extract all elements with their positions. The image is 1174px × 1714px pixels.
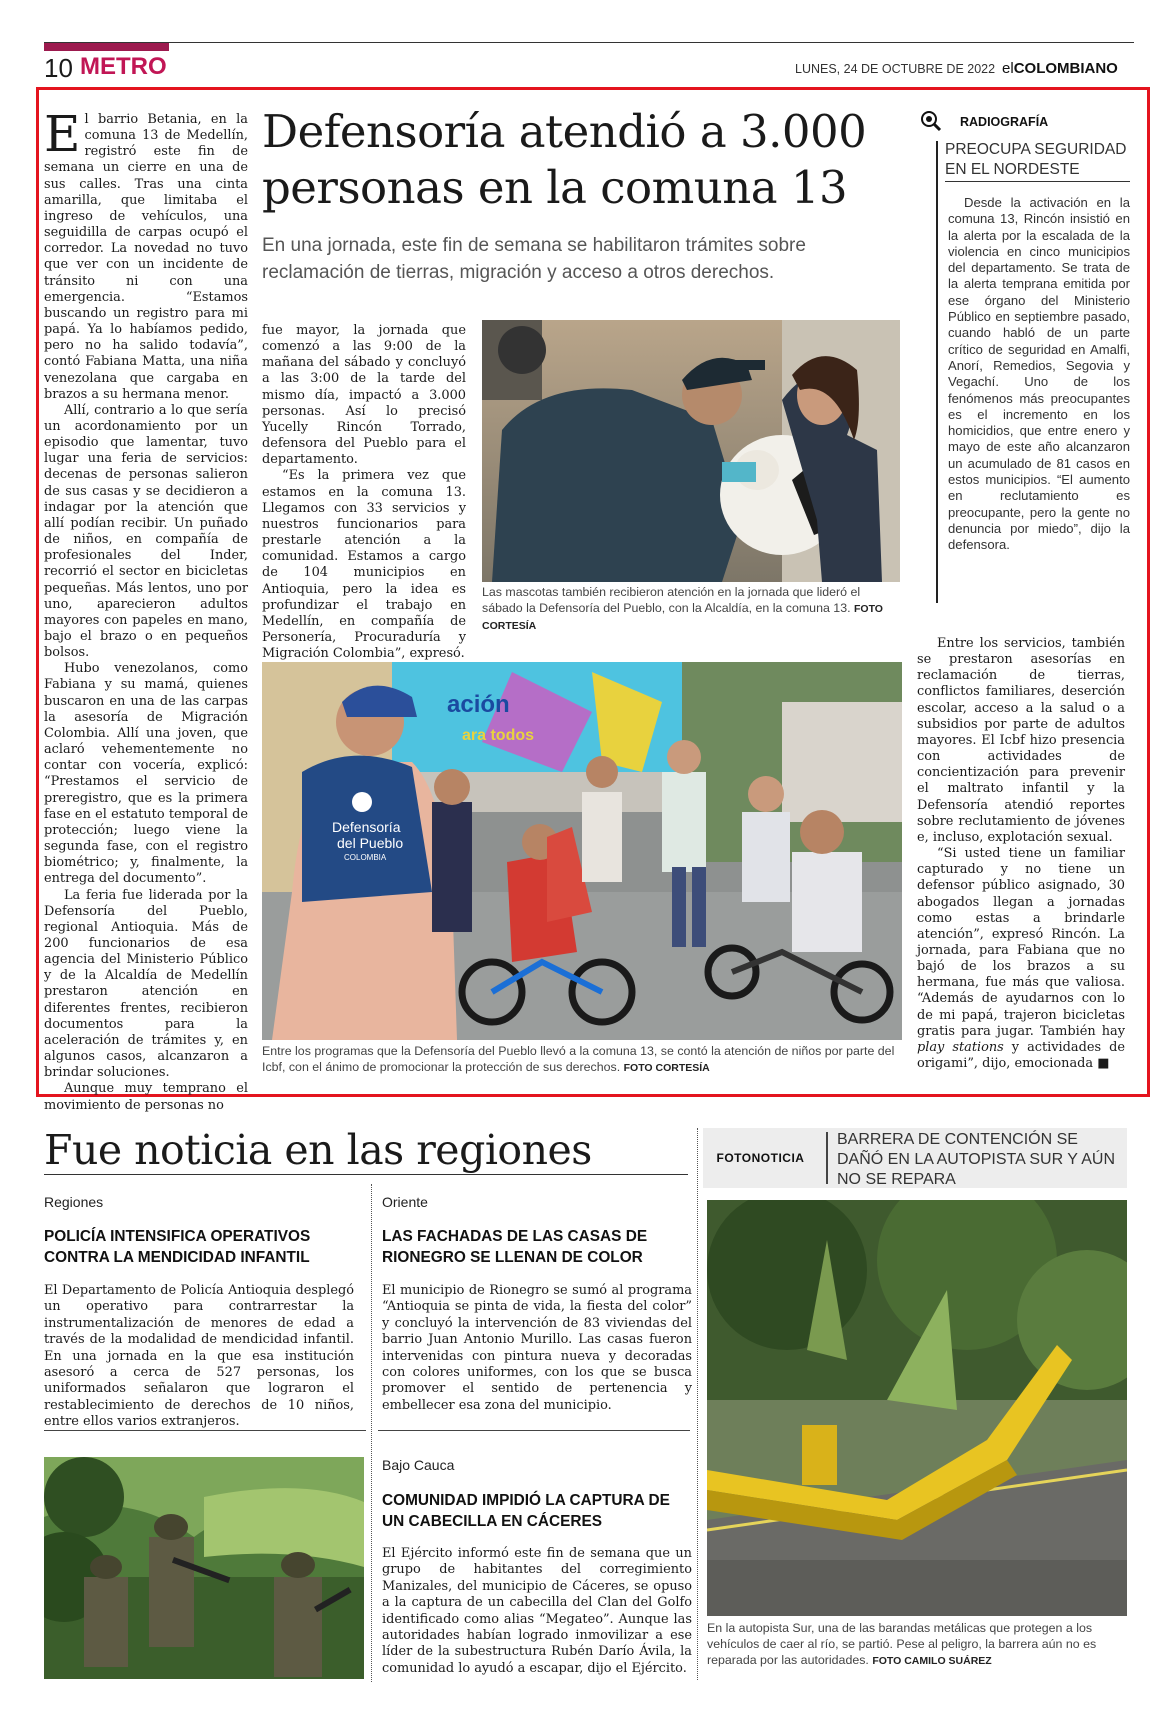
story-paragraph: fue mayor, la jornada que comenzó a las 9:00 de la mañana del sábado y concluyó a las 3:00 de la tarde del mismo día, impactó a 3.000 personas. Así lo precisó Yucelly Rincón Torrado, defensora del Pueblo para el departamento.	[262, 323, 466, 468]
story-paragraph: l barrio Betania, en la comuna 13 de Medellín, registró este fin de semana un cierre en una de sus calles. Tras una cinta amarilla, que limitaba el ingreso de vehículos, una seguidilla de carpas ocupó el corredor. La novedad no tuvo que ver con un incidente de tránsito ni con una emergencia. “Estamos buscando un registro para mi papá. Ya lo habíamos pedido, pero no ha salido todavía”, contó Fabiana Matta, una niña venezolana que cargaba en brazos a su hermana menor.	[44, 112, 248, 402]
brief-2-kicker: Oriente	[382, 1194, 428, 1210]
header-rule	[44, 42, 1134, 43]
photo-credit: FOTO CORTESÍA	[623, 1062, 710, 1074]
page-number: 10	[44, 53, 73, 83]
caption-text: Entre los programas que la Defensoría del Pueblo llevó a la comuna 13, se contó la atención de niños por parte del Icbf, con el ánimo de promocionar la protección de sus derechos.	[262, 1044, 895, 1074]
story-paragraph: Entre los servicios, también se prestaron asesorías en reclamación de tierras, conflictos familiares, deserción escolar, acceso a la salud o a subsidios por parte de adultos mayores. El Icbf hizo presencia con actividades de concientización para prevenir el maltrato infantil y la Defensoría atendió reportes sobre reclutamiento de jóvenes e, incluso, explotación sexual.	[917, 636, 1125, 845]
column-divider	[697, 1128, 698, 1680]
magnifier-icon	[920, 110, 942, 132]
fotonoticia-divider	[826, 1132, 828, 1184]
photo-broken-barrier	[707, 1200, 1127, 1616]
caption-text: En la autopista Sur, una de las barandas metálicas que protegen a los vehículos de caer al río, se partió. Pese al peligro, la barrera aún no es reparada por las autoridades.	[707, 1621, 1097, 1667]
fotonoticia-title: BARRERA DE CONTENCIÓN SE DAÑÓ EN LA AUTOPISTA SUR Y AÚN NO SE REPARA	[837, 1131, 1116, 1188]
banner-text: ación	[447, 691, 510, 718]
newspaper-brand	[1002, 60, 1118, 77]
sidebar-text	[948, 195, 1130, 554]
soldiers-photo-illustration	[44, 1457, 364, 1679]
story-column-4	[917, 636, 1125, 1072]
photo-credit: FOTO CORTESÍA	[482, 603, 883, 632]
brief-2-text: El municipio de Rionegro se sumó al programa “Antioquia se pinta de vida, la fiesta del color” y concluyó la intervención de 83 viviendas del barrio Juan Antonio Murillo. Las casas fueron intervenidas con pintura nueva y decoradas con colores uniformes, con los que se busca promover el sentido de pertenencia y embellecer esa zona del municipio.	[382, 1283, 692, 1413]
sidebar-title: PREOCUPA SEGURIDAD EN EL NORDESTE	[945, 141, 1127, 178]
photo-children-caption	[262, 1043, 902, 1076]
regions-title-rule	[44, 1174, 688, 1175]
brief-1-kicker: Regiones	[44, 1194, 104, 1210]
end-mark: ■	[1097, 1056, 1110, 1072]
main-headline: Defensoría atendió a 3.000 personas en la comuna 13	[262, 105, 867, 214]
story-column-1	[44, 105, 248, 1114]
sidebar-title-underline	[945, 181, 1130, 182]
brief-3-text: El Ejército informó este fin de semana que un grupo de habitantes del corregimiento Manizales, del municipio de Cáceres, se opuso a la captura de un cabecilla del Clan del Golfo identificado como alias “Megateo”. Aunque las autoridades habían logrado inmovilizar a ese líder de la subestructura Rubén Darío Ávila, la comunidad lo ayudó a escapar, dijo el Ejército.	[382, 1546, 692, 1676]
photo-soldiers	[44, 1457, 364, 1679]
story-column-2	[262, 323, 466, 662]
brief-1-rule	[44, 1430, 366, 1431]
story-paragraph: La feria fue liderada por la Defensoría del Pueblo, regional Antioquia. Más de 200 funcionarios de esa agencia del Ministerio Público y de la Alcaldía de Medellín prestaron atención en diferentes frentes, recibieron documentos para la aceleración de trámites y, en algunos casos, alcanzaron a brindar soluciones.	[44, 887, 248, 1081]
story-paragraph: “Es la primera vez que estamos en la comuna 13. Llegamos con 33 servicios y nuestros funcionarios para prestarle atención a la comunidad. Estamos a cargo de 104 municipios en Antioquia, pero la idea es profundizar el trabajo en Medellín, en compañía de Personería, Procuraduría y Migración Colombia”, expresó.	[262, 468, 466, 662]
broken-barrier-photo-illustration	[707, 1200, 1127, 1616]
brief-2-headline: LAS FACHADAS DE LAS CASAS DE RIONEGRO SE LLENAN DE COLOR	[382, 1228, 648, 1266]
fotonoticia-caption	[707, 1620, 1135, 1669]
vest-text-1: Defensoría	[332, 819, 401, 835]
pet-care-photo-illustration	[482, 320, 900, 582]
story-text: y actividades de origami”, dijo, emocionada	[917, 1039, 1125, 1072]
photo-children-bikes	[262, 662, 902, 1040]
drop-cap: E	[44, 105, 81, 163]
main-subheadline: En una jornada, este fin de semana se habilitaron trámites sobre reclamación de tierras, migración y acceso a otros derechos.	[262, 235, 806, 283]
brief-3-headline: COMUNIDAD IMPIDIÓ LA CAPTURA DE UN CABECILLA EN CÁCERES	[382, 1492, 670, 1530]
story-paragraph	[917, 846, 1125, 1072]
caption-text: Las mascotas también recibieron atención en la jornada que lideró el sábado la Defensoría del Pueblo, con la Alcaldía, en la comuna 13.	[482, 585, 861, 615]
section-name: METRO	[80, 53, 167, 80]
header-accent-bar	[44, 43, 169, 51]
story-paragraph: Allí, contrario a lo que sería un acordonamiento por un episodio que lamentar, tuvo lugar una feria de servicios: decenas de personas salieron de sus casas y se decidieron a indagar por la atención que allí podían recibir. Un puñado de niños, en compañía de profesionales del Inder, recorrió el sector en bicicletas pequeñas. Más lentos, uno por uno, aparecieron adultos mayores con papeles en mano, bajo el brazo o en pequeños bolsos.	[44, 402, 248, 661]
sidebar-kicker: RADIOGRAFÍA	[960, 115, 1049, 129]
fotonoticia-label: FOTONOTICIA	[703, 1128, 818, 1188]
brief-2-rule	[378, 1430, 690, 1431]
story-text: “Si usted tiene un familiar capturado y no tiene un defensor público asignado, 30 abogados llegan a jornadas como estas a brindarle atención”, expresó Rincón. La jornada, para Fabiana que no bajó de los brazos a su hermana, fue más que valiosa. “Además de ayudarnos con lo de mi papá, trajeron bicicletas gratis para jugar. También hay	[917, 846, 1125, 1039]
vest-text-3: COLOMBIA	[344, 853, 387, 862]
brief-3-kicker: Bajo Cauca	[382, 1457, 455, 1473]
sidebar-rule	[936, 141, 938, 603]
photo-credit: FOTO CAMILO SUÁREZ	[872, 1655, 992, 1667]
brand-name: COLOMBIANO	[1013, 60, 1118, 77]
story-paragraph: Hubo venezolanos, como Fabiana y su mamá, quienes buscaron en una de las carpas la asesoría de Migración Colombia. Allí una joven, que aclaró vehementemente no contar con vocería, explicó: “Prestamos el servicio de preregistro, que es la primera fase en el estatuto temporal de protección; luego viene la segunda fase, con el registro biométrico; y, finalmente, la entrega del documento”.	[44, 661, 248, 887]
regions-section-title: Fue noticia en las regiones	[44, 1126, 592, 1174]
brief-1-headline: POLICÍA INTENSIFICA OPERATIVOS CONTRA LA MENDICIDAD INFANTIL	[44, 1228, 311, 1266]
children-bikes-photo-illustration	[262, 662, 902, 1040]
sidebar-paragraph: Desde la activación en la comuna 13, Rincón insistió en la alerta por la escalada de la violencia en cinco municipios del departamento. Se trata de la alerta temprana emitida por ese órgano del Ministerio Público en septiembre pasado, cuando habló de un parte crítico de seguridad en Amalfi, Anorí, Remedios, Segovia y Vegachí. Uno de los fenómenos más preocupantes es el incremento en los homicidios, que entre enero y mayo de este año alcanzaron un acumulado de 81 casos en estos municipios. “El aumento en reclutamiento es preocupante, pero la gente no denuncia por miedo”, dijo la defensora.	[948, 195, 1130, 553]
story-paragraph: Aunque muy temprano el movimiento de personas no	[44, 1081, 248, 1113]
brief-1-text: El Departamento de Policía Antioquia desplegó un operativo para contrarrestar la instrumentalización de menores de edad a través de la modalidad de mendicidad infantil. En una jornada en la que esa institución asesoró a cerca de 527 personas, los uniformados señalaron que lograron el restablecimiento de derechos de 10 niños, entre ellos varios extranjeros.	[44, 1283, 354, 1430]
brand-prefix: el	[1002, 60, 1014, 77]
photo-pet-care	[482, 320, 900, 582]
column-divider	[371, 1184, 372, 1682]
photo-pet-care-caption	[482, 584, 902, 634]
vest-text-2: del Pueblo	[337, 835, 404, 851]
banner-text-2: ara todos	[462, 727, 535, 744]
story-text-italic: play stations	[917, 1039, 1004, 1055]
issue-date: LUNES, 24 DE OCTUBRE DE 2022	[795, 62, 996, 76]
